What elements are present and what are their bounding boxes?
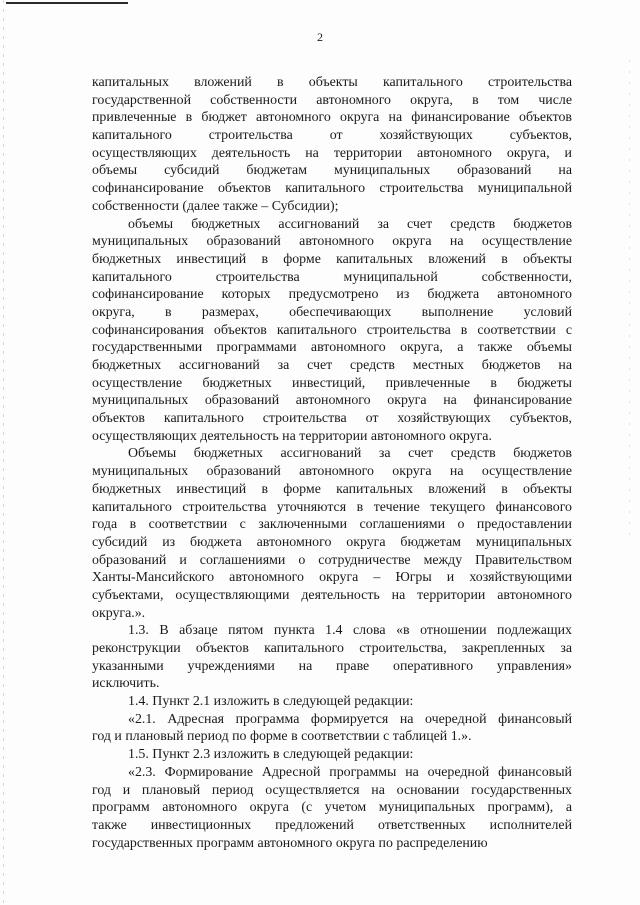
text-line: бюджетных инвестиций в форме капитальных вложений в объекты bbox=[92, 251, 572, 267]
text-line: программ автономного округа (с учетом муниципальных программ), а bbox=[92, 800, 572, 816]
text-line: Ханты-Мансийского автономного округа – Югры и хозяйствующими bbox=[92, 570, 572, 586]
text-line: указанными учреждениями на праве оперативного управления» bbox=[92, 658, 572, 674]
text-line: объектов капитального строительства от хозяйствующих субъектов, bbox=[92, 411, 572, 427]
text-line: реконструкции объектов капитального строительства, закрепленных за bbox=[92, 641, 572, 656]
text-line: софинансирование объектов капитального строительства муниципальной bbox=[92, 181, 572, 197]
text-line: образований и соглашениями о сотрудничестве между Правительством bbox=[92, 552, 572, 568]
text-line: капитального строительства от хозяйствующих субъектов, bbox=[92, 128, 572, 144]
paragraph bbox=[92, 711, 572, 746]
text-line: осуществляющих деятельность на территории автономного округа, и bbox=[92, 145, 572, 161]
text-line: исключить. bbox=[92, 676, 160, 692]
scan-right-edge bbox=[629, 60, 630, 540]
text-line: государственных программ автономного округа по распределению bbox=[92, 835, 488, 851]
text-line: «2.1. Адресная программа формируется на очередной финансовый bbox=[128, 711, 572, 727]
text-line: капитальных вложений в объекты капитального строительства bbox=[92, 75, 572, 90]
text-line: государственной собственности автономного округа, в том числе bbox=[92, 92, 572, 108]
document-body bbox=[92, 74, 572, 852]
text-line: капитального строительства уточняются в течение текущего финансового bbox=[92, 499, 572, 515]
text-line: Объемы бюджетных ассигнований за счет средств бюджетов bbox=[128, 446, 572, 462]
text-line: округа.». bbox=[92, 605, 146, 621]
paragraph bbox=[92, 445, 572, 622]
text-line: 1.3. В абзаце пятом пункта 1.4 слова «в отношении подлежащих bbox=[128, 623, 572, 639]
text-line: бюджетных ассигнований за счет средств местных бюджетов на bbox=[92, 358, 572, 373]
text-line: субъектами, осуществляющими деятельность на территории автономного bbox=[92, 587, 572, 603]
text-line: собственности (далее также – Субсидии); bbox=[92, 198, 339, 214]
paragraph bbox=[92, 74, 572, 216]
text-line: 1.5. Пункт 2.3 изложить в следующей редакции: bbox=[128, 747, 414, 763]
scan-top-rule bbox=[6, 2, 128, 4]
paragraph bbox=[92, 216, 572, 446]
text-line: года в соответствии с заключенными соглашениями о предоставлении bbox=[92, 517, 572, 533]
text-line: объемы бюджетных ассигнований за счет средств бюджетов bbox=[128, 216, 572, 232]
text-line: осуществляющих деятельность на территории автономного округа. bbox=[92, 428, 492, 444]
text-line: год и плановый период по форме в соответствии с таблицей 1.». bbox=[92, 729, 472, 745]
text-line: также инвестиционных предложений ответственных исполнителей bbox=[92, 817, 572, 833]
paragraph bbox=[92, 746, 572, 764]
text-line: муниципальных образований автономного округа на финансирование bbox=[92, 393, 572, 409]
text-line: субсидий из бюджета автономного округа бюджетам муниципальных bbox=[92, 534, 572, 550]
paragraph bbox=[92, 764, 572, 852]
text-line: «2.3. Формирование Адресной программы на очередной финансовый bbox=[128, 764, 572, 780]
text-line: осуществление бюджетных инвестиций, привлеченные в бюджеты bbox=[92, 375, 572, 391]
scan-left-edge bbox=[3, 0, 4, 905]
paragraph bbox=[92, 693, 572, 711]
text-line: муниципальных образований автономного округа на осуществление bbox=[92, 464, 572, 480]
text-line: бюджетных инвестиций в форме капитальных вложений в объекты bbox=[92, 481, 572, 497]
text-line: 1.4. Пункт 2.1 изложить в следующей редакции: bbox=[128, 694, 414, 710]
text-line: государственными программами автономного округа, а также объемы bbox=[92, 340, 572, 356]
text-line: софинансирование которых предусмотрено из бюджета автономного bbox=[92, 287, 572, 303]
text-line: округа, в размерах, обеспечивающих выполнение условий bbox=[92, 304, 572, 320]
text-line: объемы субсидий бюджетам муниципальных образований на bbox=[92, 163, 572, 179]
page-number: 2 bbox=[317, 30, 323, 44]
paragraph bbox=[92, 622, 572, 693]
text-line: софинансирования объектов капитального строительства в соответствии с bbox=[92, 322, 572, 338]
text-line: привлеченные в бюджет автономного округа на финансирование объектов bbox=[92, 110, 572, 126]
text-line: капитального строительства муниципальной собственности, bbox=[92, 269, 572, 285]
text-line: муниципальных образований автономного округа на осуществление bbox=[92, 234, 572, 250]
text-line: год и плановый период осуществляется на основании государственных bbox=[92, 782, 572, 798]
